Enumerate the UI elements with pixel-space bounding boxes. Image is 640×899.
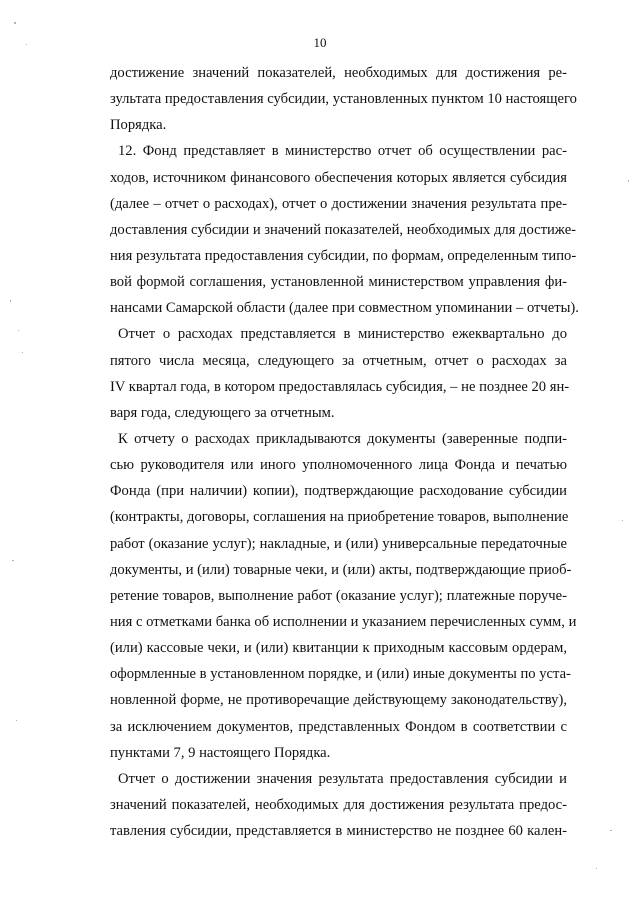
text-line: 12. Фонд представляет в министерство отчет об осуществлении рас- <box>118 143 567 160</box>
text-line: нансами Самарской области (далее при совместном упоминании – отчеты). <box>110 300 579 317</box>
text-line: достижение значений показателей, необходимых для достижения ре- <box>110 65 567 81</box>
text-line: пятого числа месяца, следующего за отчетным, отчет о расходах за <box>110 352 567 369</box>
scan-speck <box>12 560 14 561</box>
text-line: сью руководителя или иного уполномоченного лица Фонда и печатью <box>110 457 567 474</box>
text-line: за исключением документов, представленных Фондом в соответствии с <box>110 718 567 735</box>
text-line: (или) кассовые чеки, и (или) квитанции к приходным кассовым ордерам, <box>110 640 567 657</box>
page-number: 10 <box>313 35 327 50</box>
text-line: варя года, следующего за отчетным. <box>110 404 335 421</box>
text-line: К отчету о расходах прикладываются документы (заверенные подпи- <box>118 430 567 447</box>
scan-speck <box>22 352 23 353</box>
text-line: документы, и (или) товарные чеки, и (или) акты, подтверждающие приоб- <box>110 561 572 578</box>
text-line: вой формой соглашения, установленной министерством управления фи- <box>110 274 567 291</box>
text-line: зультата предоставления субсидии, установленных пунктом 10 настоящего <box>110 91 577 108</box>
text-line: IV квартал года, в котором предоставлялась субсидия, – не позднее 20 ян- <box>110 378 570 395</box>
text-line: ретение товаров, выполнение работ (оказание услуг); платежные поруче- <box>110 587 567 604</box>
scan-speck <box>596 868 597 869</box>
text-line: новленной форме, не противоречащие действующему законодательству), <box>110 692 567 709</box>
text-line: тавления субсидии, представляется в министерство не позднее 60 кален- <box>110 823 567 840</box>
scan-speck <box>622 520 623 521</box>
scan-speck <box>10 300 11 302</box>
text-line: значений показателей, необходимых для достижения результата предос- <box>110 796 567 813</box>
text-line: доставления субсидии и значений показателей, необходимых для достиже- <box>110 221 577 238</box>
scan-speck <box>14 22 16 24</box>
text-line: Порядка. <box>110 117 167 134</box>
scan-speck <box>16 720 17 721</box>
text-line: ния результата предоставления субсидии, по формам, определенным типо- <box>110 247 577 264</box>
scan-speck <box>610 830 612 831</box>
text-line: работ (оказание услуг); накладные, и (или) универсальные передаточные <box>110 535 567 552</box>
text-line: оформленные в установленном порядке, и (или) иные документы по уста- <box>110 666 571 683</box>
text-line: ния с отметками банка об исполнении и указанием перечисленных сумм, и <box>110 613 577 630</box>
paragraph-3 <box>110 321 570 426</box>
paragraph-2 <box>110 138 579 321</box>
text-line: пунктами 7, 9 настоящего Порядка. <box>110 744 331 761</box>
text-line: Отчет о расходах представляется в министерство ежеквартально до <box>118 326 567 343</box>
text-line: Фонда (при наличии) копии), подтверждающие расходование субсидии <box>110 483 567 500</box>
text-line: ходов, источником финансового обеспечения которых является субсидия <box>110 169 567 186</box>
text-line: Отчет о достижении значения результата предоставления субсидии и <box>118 770 567 787</box>
paragraph-1 <box>110 60 577 138</box>
text-line: (далее – отчет о расходах), отчет о достижении значения результата пре- <box>110 195 567 212</box>
body-text <box>110 60 579 844</box>
scan-speck <box>628 180 629 182</box>
paragraph-5 <box>110 766 567 844</box>
text-line: (контракты, договоры, соглашения на приобретение товаров, выполнение <box>110 509 569 526</box>
paragraph-4 <box>110 426 577 766</box>
scan-speck <box>18 330 19 331</box>
scan-speck <box>26 44 27 45</box>
